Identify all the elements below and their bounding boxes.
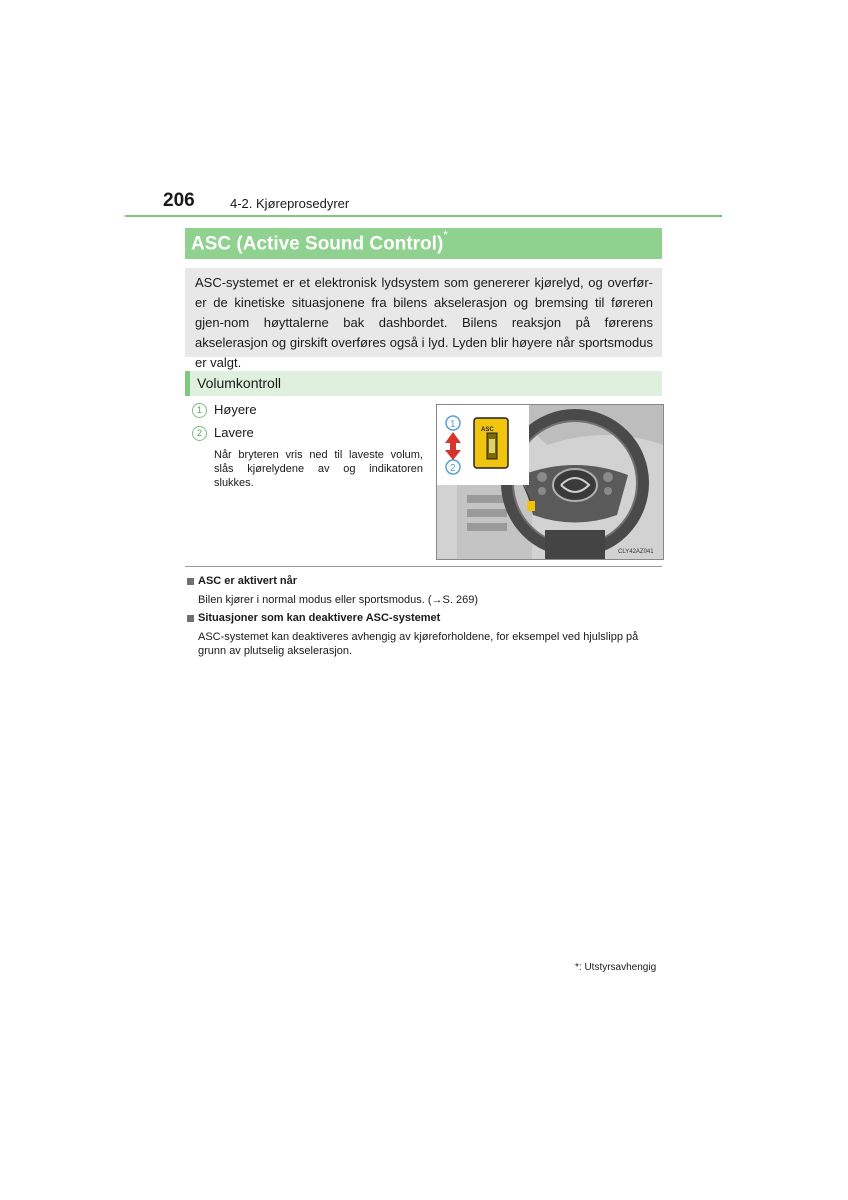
page-title	[191, 228, 448, 255]
item-label-higher: Høyere	[214, 402, 257, 417]
header-rule	[125, 215, 722, 217]
title-footnote-marker: *	[443, 228, 448, 242]
bullet-square-icon	[187, 615, 194, 622]
steering-wheel-illustration	[436, 404, 664, 560]
item-label-lower: Lavere	[214, 425, 254, 440]
footnote: *: Utstyrsavhengig	[575, 962, 657, 973]
bullet-body-deactivation: ASC-systemet kan deaktiveres avhengig av kjøreforholdene, for eksempel ved hjulslipp på grunn av plutselig akselerasjon.	[198, 631, 639, 657]
figure-callout-2: 2	[450, 463, 456, 474]
volume-note: Når bryteren vris ned til laveste volum, slås kjørelydene av og indikatoren slukkes.	[214, 449, 423, 489]
item-number-1: 1	[192, 403, 207, 418]
bullet-title-deactivation: Situasjoner som kan deaktivere ASC-systemet	[198, 612, 441, 624]
section-label: 4-2. Kjøreprosedyrer	[230, 196, 350, 211]
figure-callout-1: 1	[450, 419, 456, 430]
bullet-square-icon	[187, 578, 194, 585]
switch-label: ASC	[481, 427, 494, 433]
bullet-title-asc-active: ASC er aktivert når	[198, 575, 298, 587]
page-number: 206	[163, 190, 195, 211]
item-number-2: 2	[192, 426, 207, 441]
title-bar	[185, 228, 662, 259]
subsection-accent	[185, 371, 190, 396]
page-title-text: ASC (Active Sound Control)	[191, 233, 444, 255]
bullet-body-asc-active: Bilen kjører i normal modus eller sportsmodus. (→S. 269)	[198, 594, 478, 606]
divider-rule	[185, 566, 662, 567]
subsection-title: Volumkontroll	[197, 375, 282, 391]
steering-wheel-svg	[437, 405, 663, 559]
intro-text: ASC-systemet er et elektronisk lydsystem som genererer kjørelyd, og overfør-er de kinetiske situasjonene fra bilens akselerasjon og bremsing til føreren gjen-nom høyttalerne bak dashbordet. Bilens reaksjon på førerens akselerasjon og girskift overføres også i lyd. Lyden blir høyere når sportsmodus er valgt.	[195, 275, 653, 370]
intro-box	[185, 268, 662, 370]
figure-code: CLY42AZ041	[618, 549, 654, 555]
